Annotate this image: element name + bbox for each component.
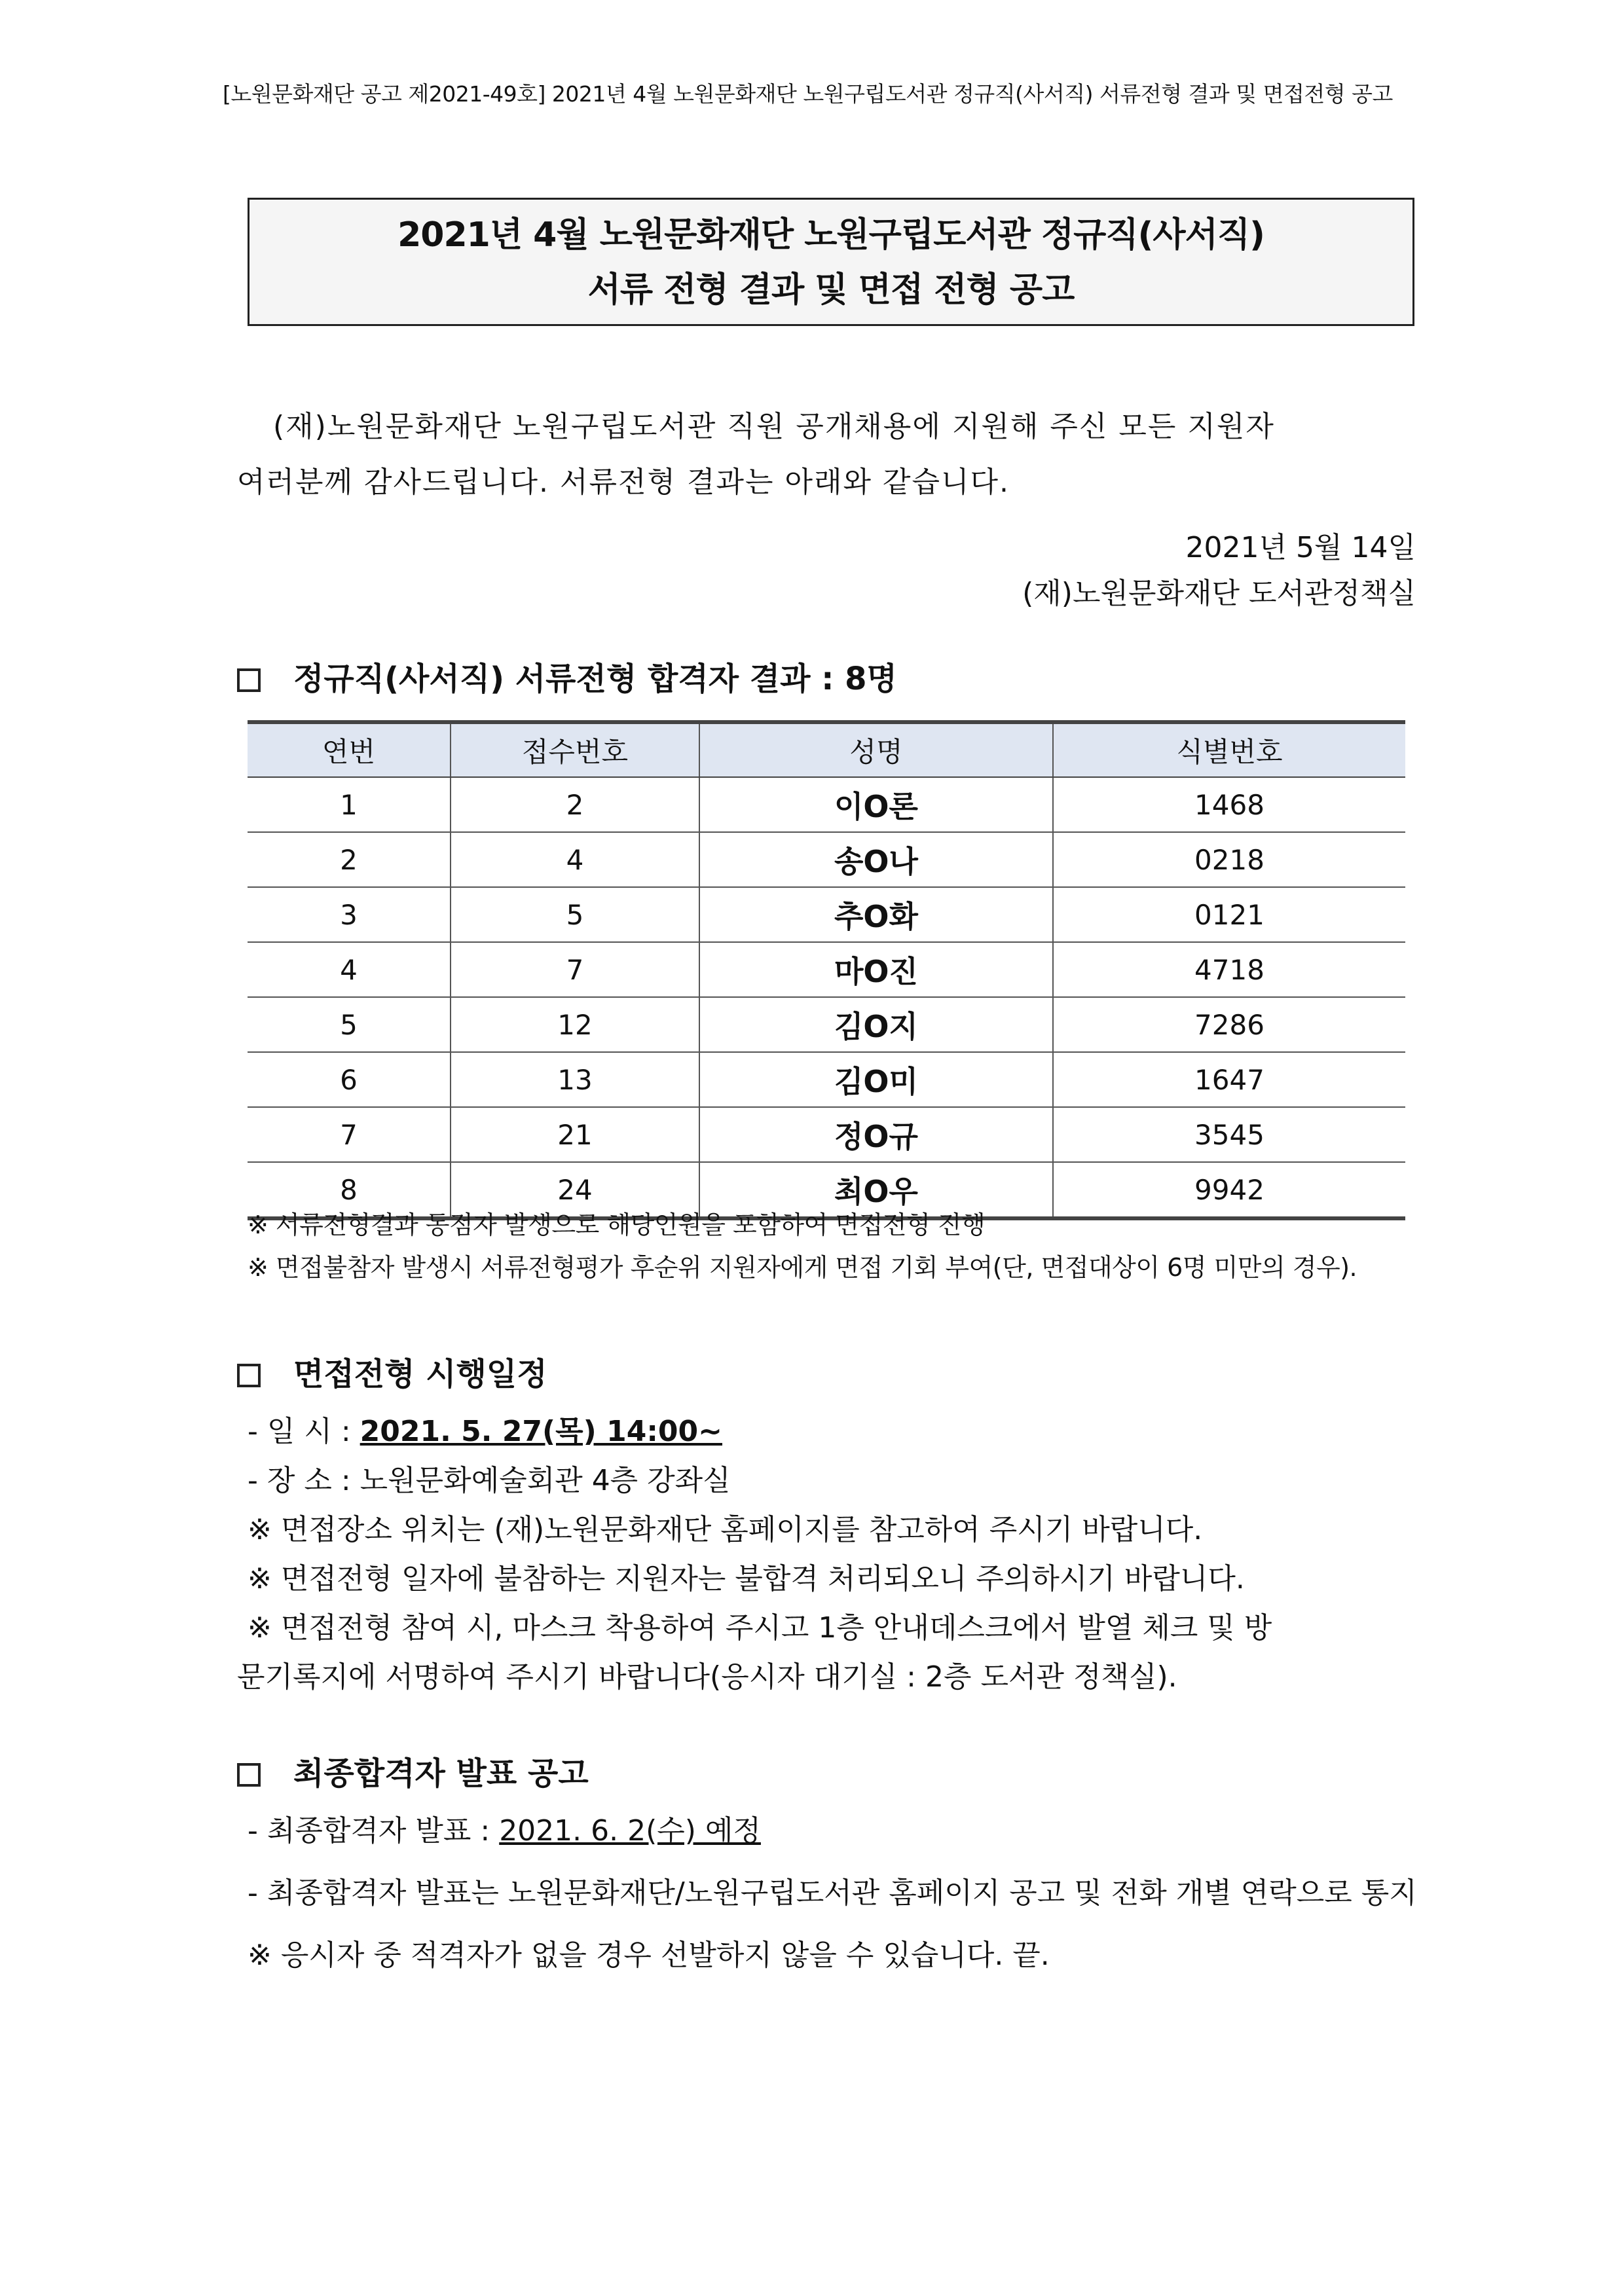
table-row — [248, 942, 1405, 997]
final-date: 2021. 6. 2(수) 예정 — [499, 1814, 761, 1848]
absentee-note: ※ 면접불참자 발생시 서류전형평가 후순위 지원자에게 면접 기회 부여(단, 면접대상이 6명 미만의 경우). — [248, 1253, 1357, 1282]
column-header: 성명 — [699, 722, 1053, 777]
applicant-name: 송O나 — [699, 832, 1053, 887]
section-title: 최종합격자 발표 공고 — [293, 1755, 589, 1792]
application-number: 13 — [451, 1052, 699, 1107]
notification-method: - 최종합격자 발표는 노원문화재단/노원구립도서관 홈페이지 공고 및 전화 개별 연락으로 통지 — [248, 1876, 1417, 1910]
interview-place: 노원문화예술회관 4층 강좌실 — [360, 1464, 731, 1497]
table-header-row — [248, 722, 1405, 777]
row-number: 2 — [248, 832, 451, 887]
table-row — [248, 832, 1405, 887]
row-number: 5 — [248, 997, 451, 1052]
application-number: 5 — [451, 887, 699, 942]
application-number: 21 — [451, 1107, 699, 1162]
header-line — [223, 77, 1393, 108]
identification-number: 1647 — [1053, 1052, 1405, 1107]
application-number: 2 — [451, 777, 699, 832]
date-label: - 일 시 : — [248, 1415, 351, 1448]
identification-number: 7286 — [1053, 997, 1405, 1052]
applicant-name: 추O화 — [699, 887, 1053, 942]
place-label: - 장 소 : — [248, 1464, 351, 1497]
column-header: 연번 — [248, 722, 451, 777]
closing-note: ※ 응시자 중 적격자가 없을 경우 선발하지 않을 수 있습니다. 끝. — [248, 1939, 1050, 1972]
section-interview-schedule — [237, 1349, 547, 1394]
notice-title: 2021년 4월 노원문화재단 노원구립도서관 정규직(사서직) 서류전형 결과 및 면접전형 공고 — [551, 81, 1393, 107]
row-number: 6 — [248, 1052, 451, 1107]
final-date-label: - 최종합격자 발표 : — [248, 1814, 490, 1848]
interview-date: 2021. 5. 27(목) 14:00~ — [360, 1415, 723, 1448]
mask-note: ※ 면접전형 참여 시, 마스크 착용하여 주시고 1층 안내데스크에서 발열 체크 및 방 — [248, 1611, 1272, 1645]
checkbox-icon — [237, 1364, 261, 1387]
identification-number: 3545 — [1053, 1107, 1405, 1162]
row-number: 3 — [248, 887, 451, 942]
interview-date-line — [248, 1408, 722, 1449]
identification-number: 0218 — [1053, 832, 1405, 887]
interview-place-line — [248, 1457, 731, 1499]
applicant-name: 최O우 — [699, 1162, 1053, 1218]
application-number: 4 — [451, 832, 699, 887]
final-announcement-date-line — [248, 1807, 761, 1849]
title-line-1: 2021년 4월 노원문화재단 노원구립도서관 정규직(사서직) — [397, 215, 1264, 255]
table-row — [248, 1052, 1405, 1107]
announcement-date: 2021년 5월 14일 — [1185, 531, 1416, 564]
row-number: 7 — [248, 1107, 451, 1162]
section-title: 정규직(사서직) 서류전형 합격자 결과 : 8명 — [293, 661, 897, 697]
applicant-name: 이O론 — [699, 777, 1053, 832]
section-final-announcement — [237, 1748, 589, 1793]
application-number: 7 — [451, 942, 699, 997]
identification-number: 1468 — [1053, 777, 1405, 832]
location-note: ※ 면접장소 위치는 (재)노원문화재단 홈페이지를 참고하여 주시기 바랍니다. — [248, 1513, 1203, 1546]
results-table — [248, 720, 1405, 1220]
row-number: 8 — [248, 1162, 451, 1218]
intro-line-2: 여러분께 감사드립니다. 서류전형 결과는 아래와 같습니다. — [237, 465, 1010, 499]
table-row — [248, 997, 1405, 1052]
column-header: 식별번호 — [1053, 722, 1405, 777]
identification-number: 4718 — [1053, 942, 1405, 997]
tie-score-note: ※ 서류전형결과 동점자 발생으로 해당인원을 포함하여 면접전형 진행 — [248, 1211, 986, 1239]
identification-number: 0121 — [1053, 887, 1405, 942]
table-row — [248, 777, 1405, 832]
row-number: 1 — [248, 777, 451, 832]
applicant-name: 김O지 — [699, 997, 1053, 1052]
applicant-name: 김O미 — [699, 1052, 1053, 1107]
row-number: 4 — [248, 942, 451, 997]
title-line-2: 서류 전형 결과 및 면접 전형 공고 — [587, 270, 1075, 310]
application-number: 24 — [451, 1162, 699, 1218]
table-row — [248, 1107, 1405, 1162]
mask-note-continued: 문기록지에 서명하여 주시기 바랍니다(응시자 대기실 : 2층 도서관 정책실). — [237, 1660, 1177, 1694]
checkbox-icon — [237, 1763, 261, 1787]
applicant-name: 마O진 — [699, 942, 1053, 997]
document-title-box — [248, 198, 1414, 326]
announcing-organization: (재)노원문화재단 도서관정책실 — [1022, 577, 1416, 610]
intro-line-1: (재)노원문화재단 노원구립도서관 직원 공개채용에 지원해 주신 모든 지원자 — [273, 410, 1275, 443]
applicant-name: 정O규 — [699, 1107, 1053, 1162]
table-row — [248, 887, 1405, 942]
checkbox-icon — [237, 668, 261, 692]
identification-number: 9942 — [1053, 1162, 1405, 1218]
section-document-results — [237, 653, 897, 699]
application-number: 12 — [451, 997, 699, 1052]
notice-number: [노원문화재단 공고 제2021-49호] — [223, 81, 545, 107]
section-title: 면접전형 시행일정 — [293, 1356, 547, 1393]
absence-note: ※ 면접전형 일자에 불참하는 지원자는 불합격 처리되오니 주의하시기 바랍니다. — [248, 1562, 1245, 1595]
column-header: 접수번호 — [451, 722, 699, 777]
